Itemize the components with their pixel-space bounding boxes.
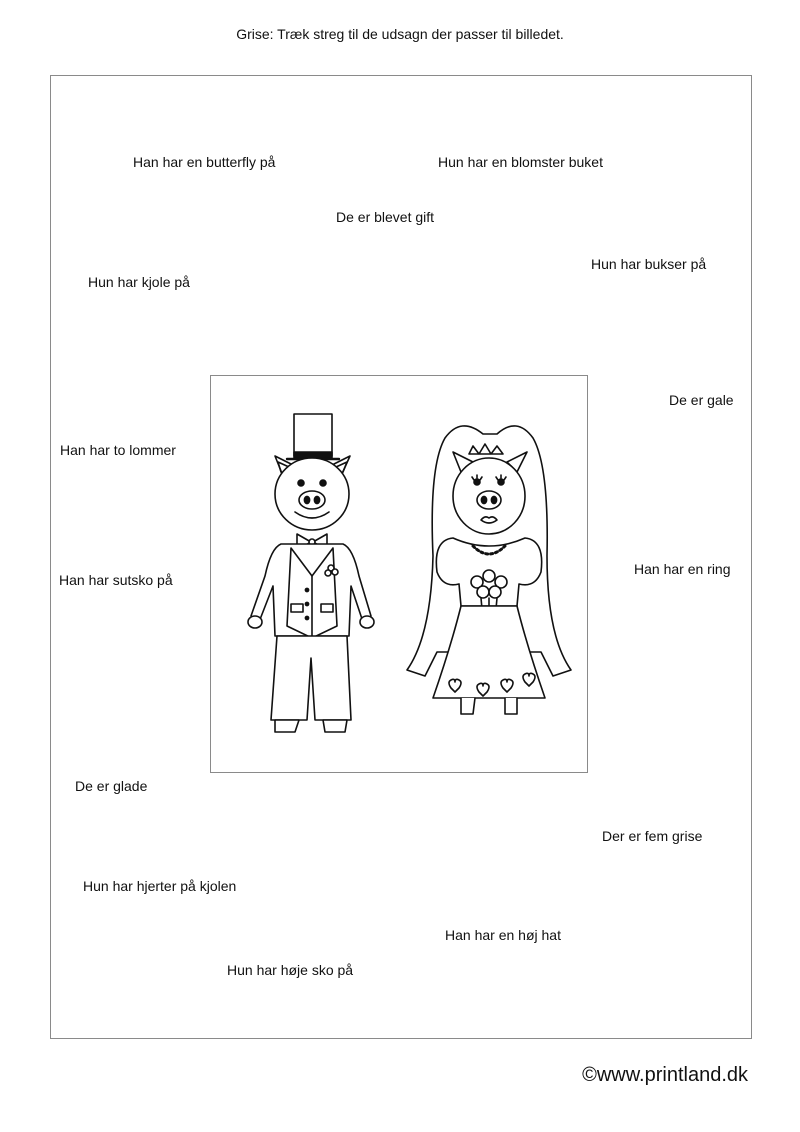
copyright-text: ©www.printland.dk: [582, 1064, 748, 1086]
pig-wedding-picture: [210, 375, 588, 773]
statement-tall-hat[interactable]: Han har en høj hat: [445, 927, 561, 943]
groom-pig-icon: [248, 414, 374, 732]
statement-ring[interactable]: Han har en ring: [634, 561, 731, 577]
statement-two-pockets[interactable]: Han har to lommer: [60, 442, 176, 458]
worksheet-title: Grise: Træk streg til de udsagn der passer til billedet.: [236, 26, 564, 42]
statement-trousers[interactable]: Hun har bukser på: [591, 256, 707, 272]
statement-hearts-dress[interactable]: Hun har hjerter på kjolen: [83, 878, 237, 894]
bride-pig-icon: [407, 426, 571, 714]
statement-married[interactable]: De er blevet gift: [336, 209, 435, 225]
statement-slippers[interactable]: Han har sutsko på: [59, 572, 173, 588]
statement-butterfly[interactable]: Han har en butterfly på: [133, 154, 276, 170]
statement-happy[interactable]: De er glade: [75, 778, 148, 794]
statement-high-heels[interactable]: Hun har høje sko på: [227, 962, 354, 978]
statement-flower-bouquet[interactable]: Hun har en blomster buket: [438, 154, 603, 170]
statement-crazy[interactable]: De er gale: [669, 392, 734, 408]
statement-five-pigs[interactable]: Der er fem grise: [602, 828, 703, 844]
statement-dress[interactable]: Hun har kjole på: [88, 274, 190, 290]
